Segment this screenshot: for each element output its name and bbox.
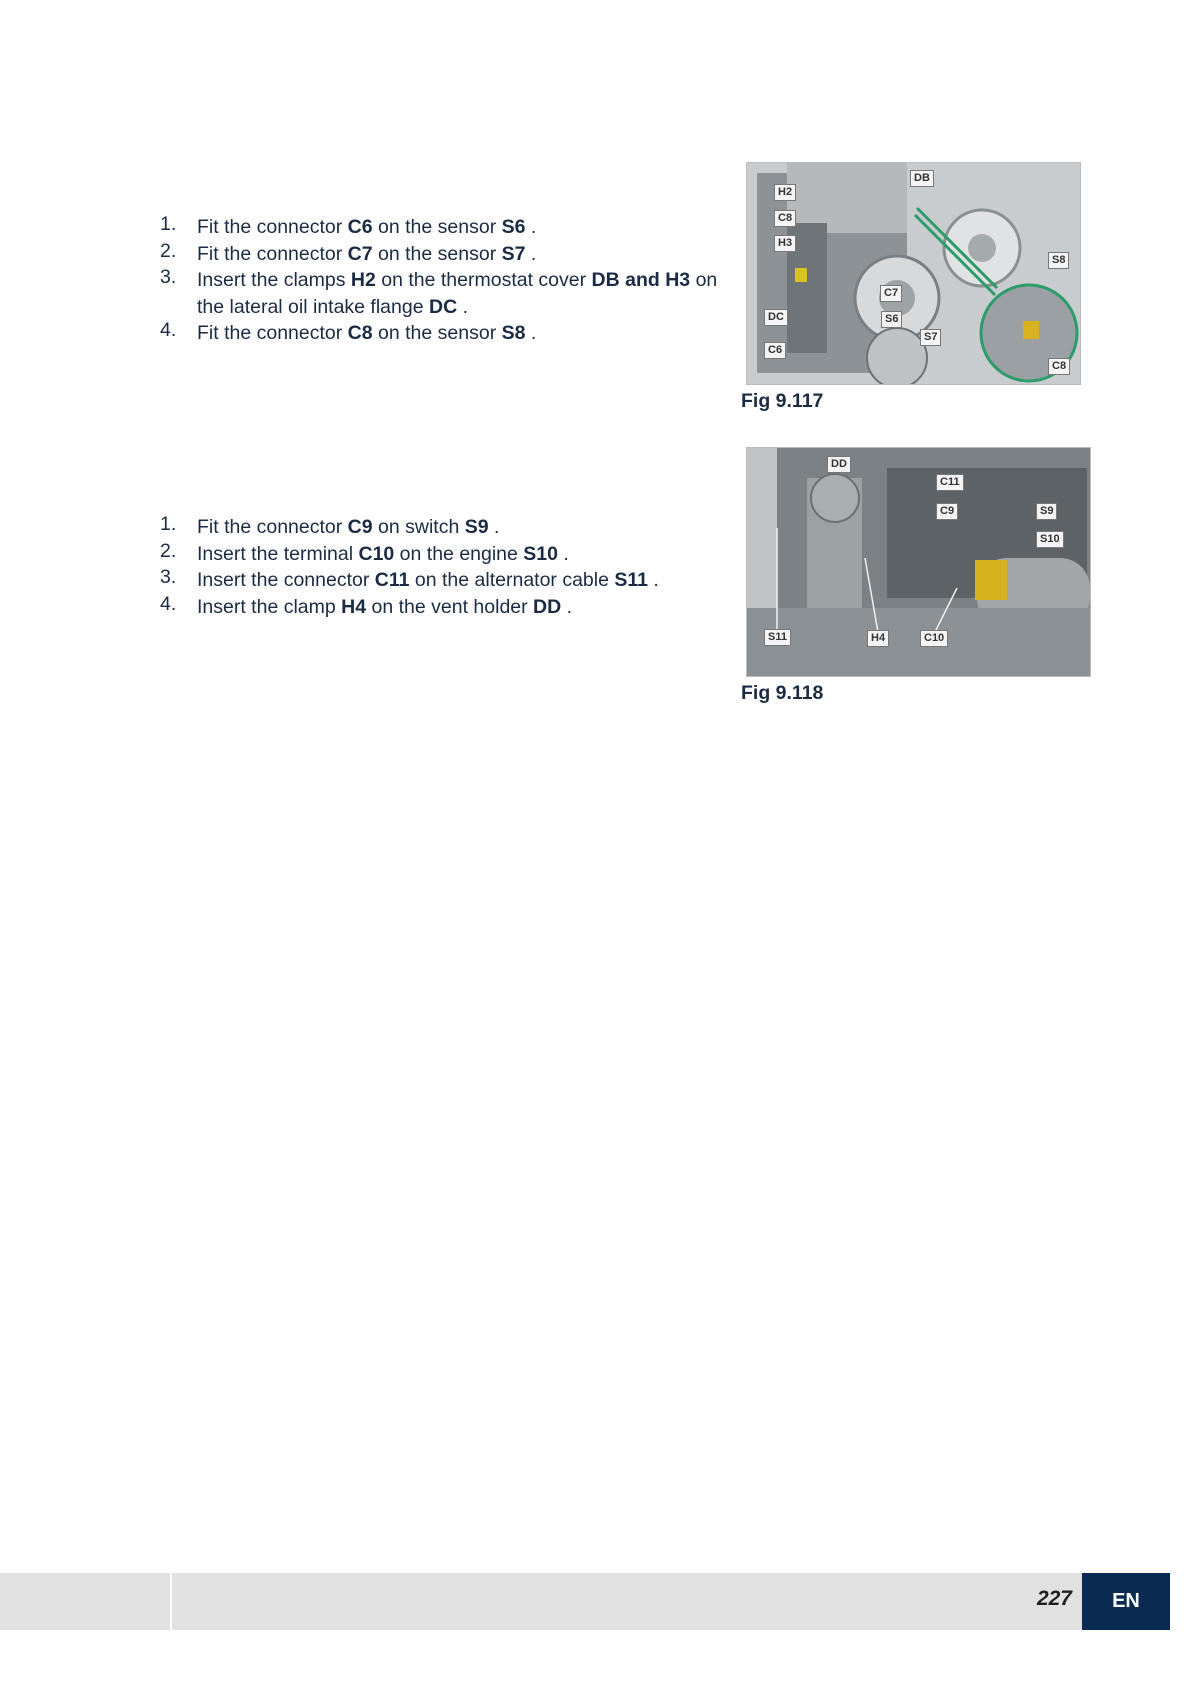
list-item [160, 214, 720, 241]
step-number: 2. [160, 239, 177, 262]
step-number: 3. [160, 566, 177, 588]
callout-s11: S11 [764, 629, 791, 646]
callout-c11: C11 [936, 474, 964, 491]
component-code: S7 [501, 242, 526, 265]
step-text: on the sensor [372, 216, 502, 238]
step-text: on the vent holder [366, 595, 534, 618]
component-code: DC [428, 295, 458, 318]
step-text: . [648, 569, 659, 591]
figure-caption: Fig 9.117 [741, 390, 824, 412]
callout-dd: DD [827, 456, 851, 473]
engine-illustration [747, 448, 1090, 676]
list-item [160, 541, 720, 568]
callout-h4: H4 [867, 630, 889, 647]
component-code: S11 [614, 569, 648, 591]
callout-c7: C7 [880, 285, 902, 302]
engine-illustration [747, 163, 1080, 384]
component-code: S8 [501, 322, 526, 344]
step-text: Fit the connector [197, 242, 348, 265]
callout-s8: S8 [1048, 252, 1069, 269]
step-number: 3. [160, 266, 177, 288]
step-text: . [457, 295, 468, 318]
step-text: on the engine [394, 542, 524, 565]
callout-s6: S6 [881, 311, 902, 328]
step-text: Insert the connector [197, 569, 375, 591]
callout-dc: DC [764, 309, 788, 326]
step-text: on the alternator cable [409, 569, 615, 591]
component-code: C10 [358, 542, 395, 565]
step-number: 4. [160, 319, 177, 341]
component-code: S10 [523, 542, 558, 565]
step-text: Fit the connector [197, 322, 348, 344]
callout-s10: S10 [1036, 531, 1064, 548]
step-number: 2. [160, 539, 177, 562]
callout-h2: H2 [774, 184, 796, 201]
component-code: C7 [347, 242, 373, 265]
instruction-list-2 [160, 514, 720, 620]
step-text: Insert the clamps [197, 269, 351, 291]
component-code: H2 [350, 269, 376, 291]
component-code: C9 [347, 516, 373, 538]
step-text: on switch [372, 516, 465, 538]
list-item [160, 267, 720, 320]
callout-db: DB [910, 170, 934, 187]
callout-c6: C6 [764, 342, 786, 359]
figure-caption: Fig 9.118 [741, 682, 824, 704]
step-text: on the sensor [372, 242, 502, 265]
page-number: 227 [1036, 1587, 1072, 1610]
step-text: . [561, 595, 573, 618]
step-text: on the sensor [372, 322, 502, 344]
language-badge: EN [1082, 1573, 1170, 1630]
list-item [160, 320, 720, 347]
step-text: on the thermostat cover [375, 269, 592, 291]
step-text: on the lateral oil intake flange [197, 269, 718, 318]
callout-c9: C9 [936, 503, 958, 520]
instruction-list-1 [160, 214, 720, 347]
footer-bar [0, 1573, 1170, 1630]
step-text: Fit the connector [197, 216, 348, 238]
list-item [160, 514, 720, 541]
callout-c8-inset: C8 [1048, 358, 1070, 375]
engine-figure-9-118 [746, 447, 1091, 677]
step-text: . [488, 516, 500, 538]
step-number: 4. [160, 592, 177, 615]
step-text: . [525, 216, 537, 238]
component-code: C8 [347, 322, 373, 344]
step-number: 1. [160, 513, 177, 535]
step-text: Insert the terminal [197, 542, 359, 565]
callout-c8: C8 [774, 210, 796, 227]
callout-s9: S9 [1036, 503, 1057, 520]
component-code: H4 [341, 595, 367, 618]
footer-divider [170, 1573, 172, 1630]
component-code: DD [533, 595, 562, 618]
step-number: 1. [160, 213, 177, 235]
step-text: Insert the clamp [197, 595, 342, 618]
callout-s7: S7 [920, 329, 941, 346]
component-code: S6 [501, 216, 526, 238]
component-code: C6 [347, 216, 373, 238]
callout-h3: H3 [774, 235, 796, 252]
callout-c10: C10 [920, 630, 948, 647]
step-text: . [525, 322, 537, 344]
list-item [160, 567, 720, 594]
component-code: S9 [464, 516, 489, 538]
engine-figure-9-117 [746, 162, 1081, 385]
step-text: . [525, 242, 537, 265]
component-code: C11 [374, 569, 410, 591]
step-text: . [558, 542, 569, 565]
step-text: Fit the connector [197, 516, 348, 538]
list-item [160, 594, 720, 621]
component-code: DB and H3 [591, 269, 691, 291]
list-item [160, 241, 720, 268]
